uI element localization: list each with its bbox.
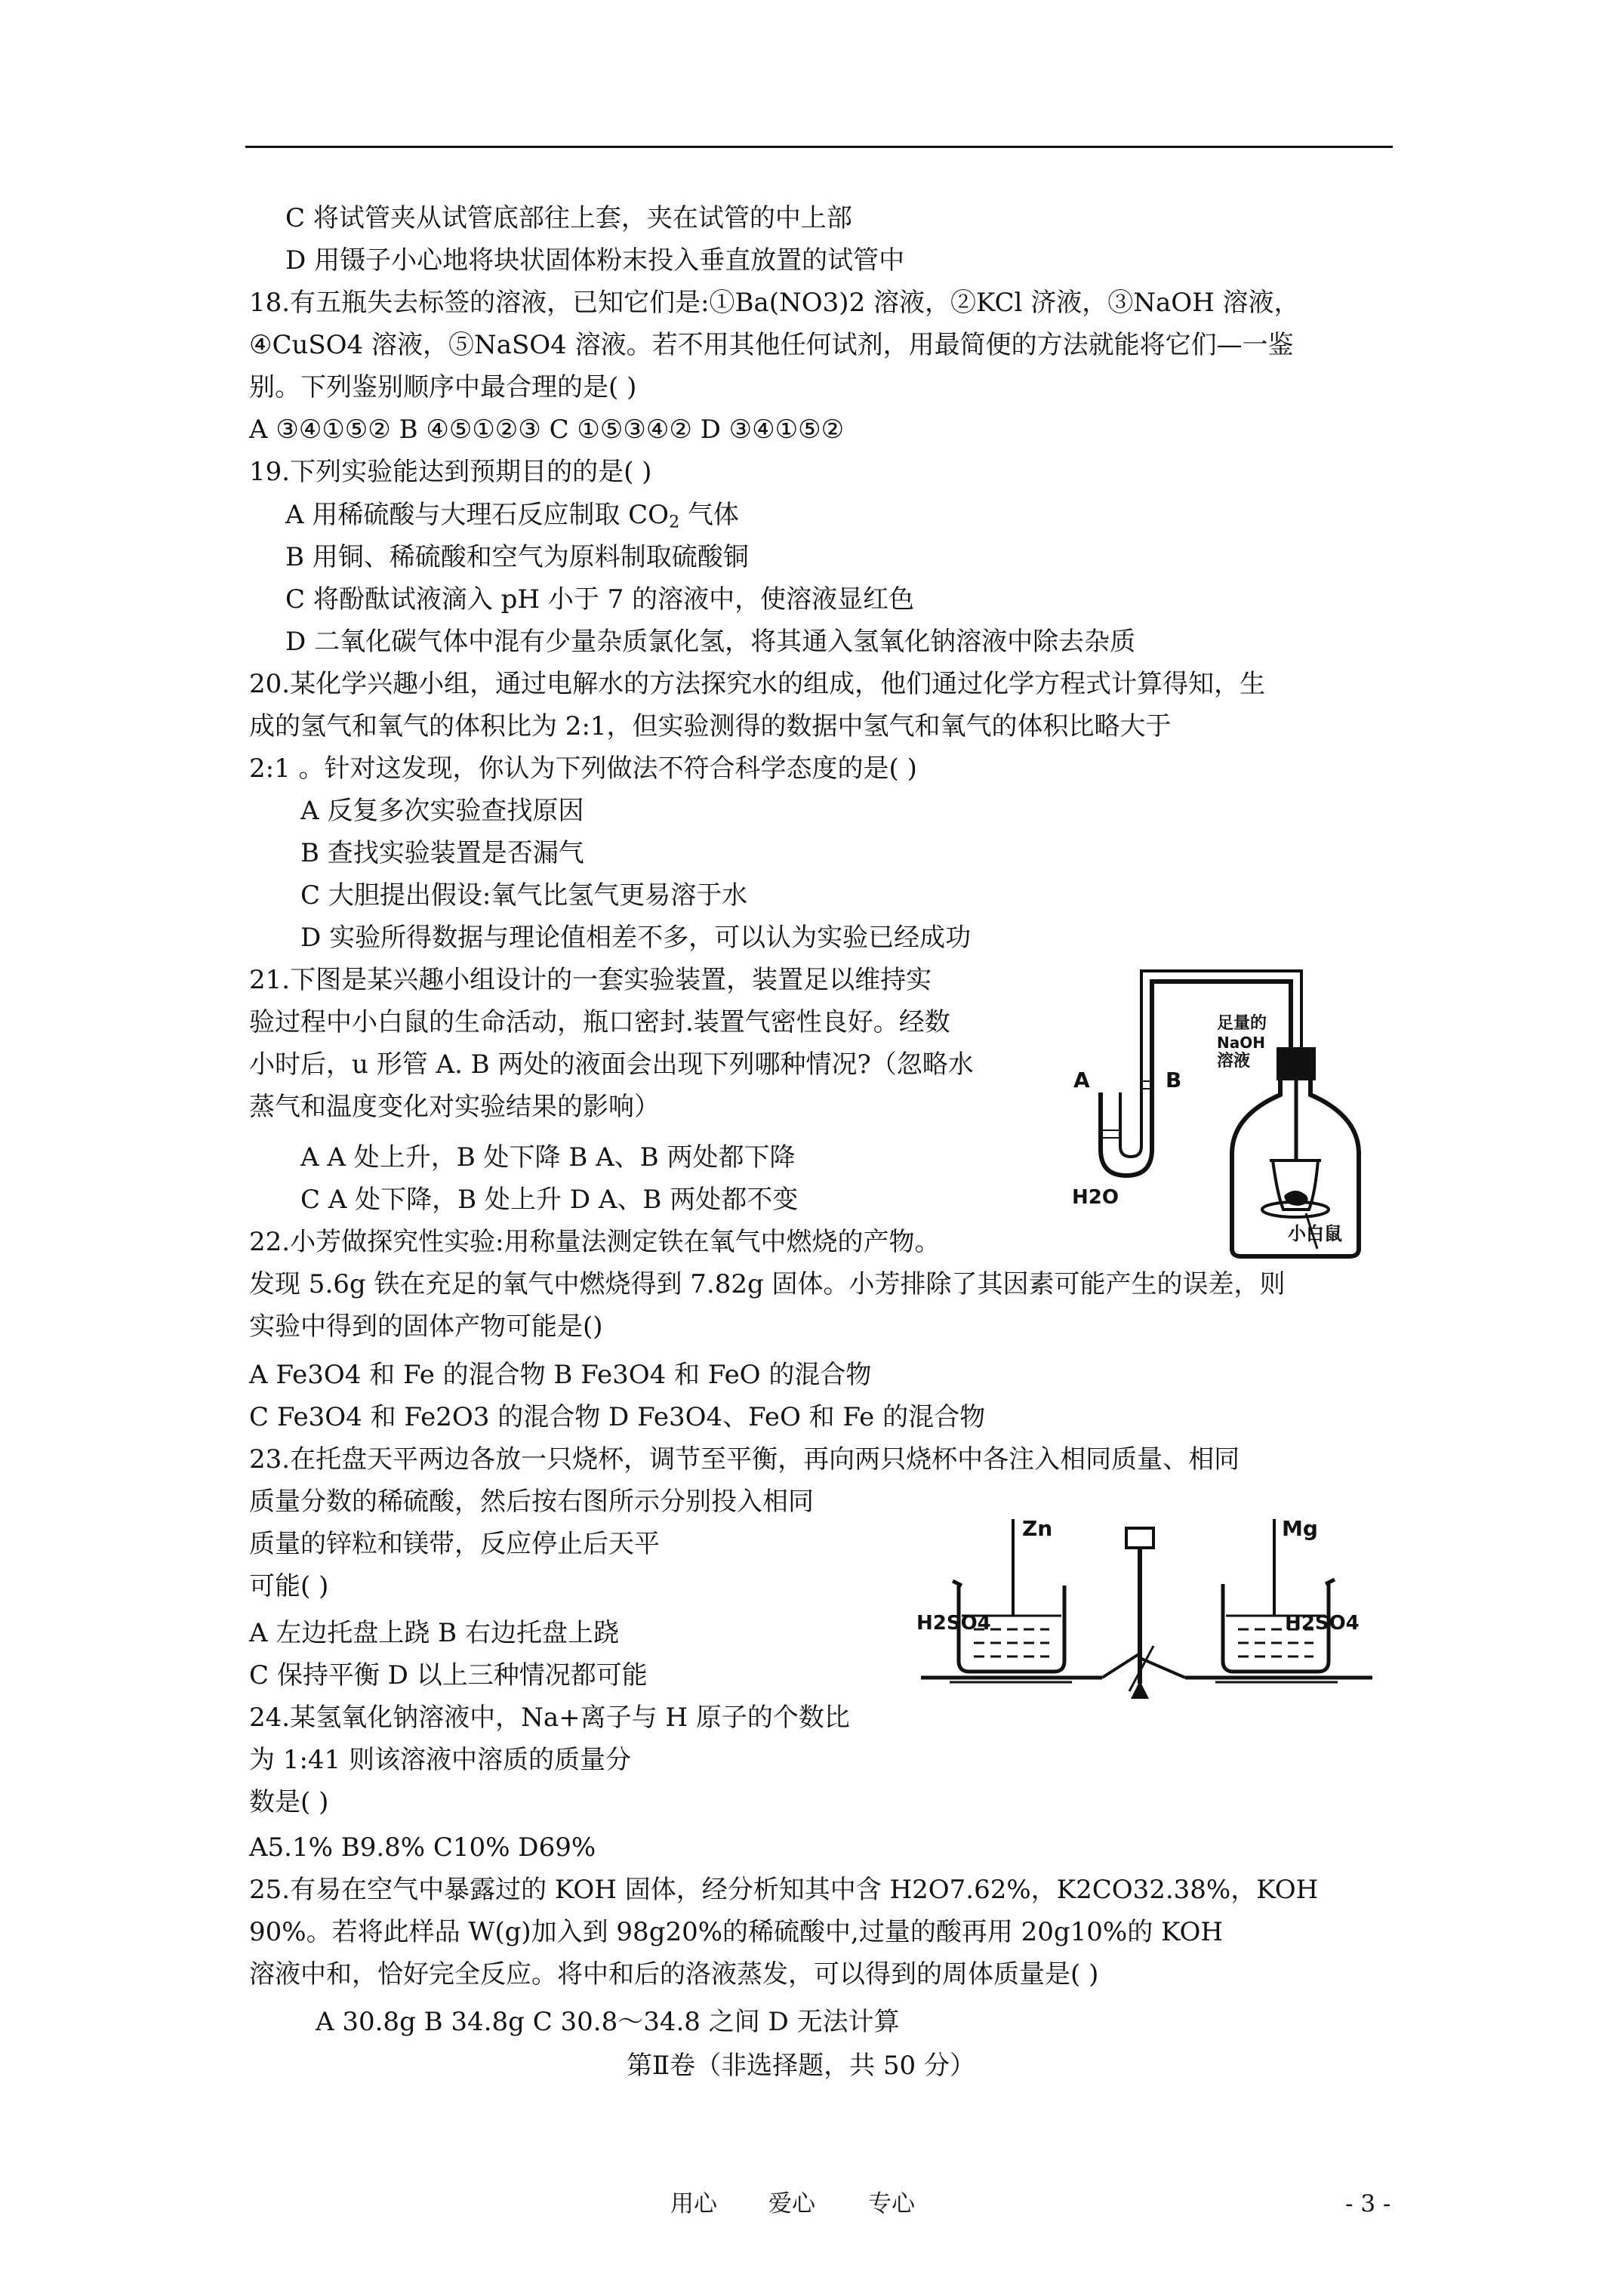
q24-stem-line-1: 24.某氢氧化钠溶液中，Na+离子与 H 原子的个数比	[249, 1703, 850, 1733]
q20-option-a: A 反复多次实验查找原因	[300, 796, 584, 826]
q23-stem-line-2: 质量分数的稀硫酸，然后按右图所示分别投入相同	[249, 1487, 814, 1517]
bottle-label-2: NaOH	[1217, 1034, 1265, 1052]
q22-stem-line-1: 22.小芳做探究性实验:用称量法测定铁在氧气中燃烧的产物。	[249, 1227, 941, 1257]
header-rule	[245, 146, 1393, 148]
q20-option-b: B 查找实验装置是否漏气	[300, 838, 584, 868]
section-title: 第Ⅱ卷（非选择题，共 50 分）	[627, 2051, 975, 2081]
q22-options-ab: A Fe3O4 和 Fe 的混合物 B Fe3O4 和 FeO 的混合物	[249, 1360, 872, 1390]
footer-middle: 爱心	[768, 2190, 815, 2217]
q23-options-cd: C 保持平衡 D 以上三种情况都可能	[249, 1660, 648, 1690]
q25-options: A 30.8g B 34.8g C 30.8～34.8 之间 D 无法计算	[316, 2007, 900, 2037]
q18-stem-line-3: 别。下列鉴别顺序中最合理的是( )	[249, 372, 637, 402]
q18-stem-line-1: 18.有五瓶失去标签的溶液，已知它们是:①Ba(NO3)2 溶液，②KCl 济液，③NaOH 溶液，	[249, 288, 1300, 318]
q23-stem-line-1: 23.在托盘天平两边各放一只烧杯，调节至平衡，再向两只烧杯中各注入相同质量、相同	[249, 1444, 1240, 1475]
right-acid-label: H2SO4	[1285, 1612, 1360, 1635]
page-number: - 3 -	[1345, 2190, 1391, 2217]
bottle-label-1: 足量的	[1217, 1014, 1267, 1033]
q25-stem-line-3: 溶液中和，恰好完全反应。将中和后的洛液蒸发，可以得到的周体质量是( )	[249, 1959, 1099, 1989]
q22-options-cd: C Fe3O4 和 Fe2O3 的混合物 D Fe3O4、FeO 和 Fe 的混合物	[249, 1402, 986, 1432]
q19-option-b: B 用铜、稀硫酸和空气为原料制取硫酸铜	[285, 542, 749, 572]
q24-options: A5.1% B9.8% C10% D69%	[249, 1832, 596, 1863]
q19-option-c: C 将酚酞试液滴入 pH 小于 7 的溶液中，使溶液显红色	[285, 584, 915, 615]
q20-option-c: C 大胆提出假设:氧气比氢气更易溶于水	[300, 880, 748, 911]
q25-stem-line-2: 90%。若将此样品 W(g)加入到 98g20%的稀硫酸中,过量的酸再用 20g10%的 KOH	[249, 1917, 1224, 1947]
q18-stem-line-2: ④CuSO4 溶液，⑤NaSO4 溶液。若不用其他任何试剂，用最简便的方法就能将它们—一鉴	[249, 330, 1294, 360]
q21-options-cd: C A 处下降，B 处上升 D A、B 两处都不变	[300, 1185, 799, 1215]
left-metal-label: Zn	[1022, 1516, 1053, 1541]
q20-stem-line-3: 2:1 。针对这发现，你认为下列做法不符合科学态度的是( )	[249, 754, 917, 784]
right-metal-label: Mg	[1282, 1516, 1318, 1541]
left-acid-label: H2SO4	[916, 1612, 991, 1635]
q21-options-ab: A A 处上升，B 处下降 B A、B 两处都下降	[300, 1142, 796, 1173]
q19-option-d: D 二氧化碳气体中混有少量杂质氯化氢，将其通入氢氧化钠溶液中除去杂质	[285, 627, 1136, 657]
figure-q21-apparatus	[1057, 968, 1389, 1259]
q21-stem-line-2: 验过程中小白鼠的生命活动，瓶口密封.装置气密性良好。经数	[249, 1007, 950, 1037]
label-a: A	[1073, 1068, 1090, 1093]
q20-option-d: D 实验所得数据与理论值相差不多，可以认为实验已经成功	[300, 923, 972, 953]
q21-stem-line-1: 21.下图是某兴趣小组设计的一套实验装置，装置足以维持实	[249, 965, 932, 995]
bottle-label-3: 溶液	[1217, 1052, 1251, 1071]
label-b: B	[1166, 1068, 1182, 1093]
q24-stem-line-3: 数是( )	[249, 1787, 329, 1817]
q19-option-a: A 用稀硫酸与大理石反应制取 $CO_2$ 气体	[285, 500, 739, 532]
footer-right: 专心	[868, 2190, 915, 2217]
q23-stem-line-4: 可能( )	[249, 1571, 329, 1601]
q23-stem-line-3: 质量的锌粒和镁带，反应停止后天平	[249, 1529, 660, 1559]
q24-stem-line-2: 为 1:41 则该溶液中溶质的质量分	[249, 1745, 631, 1775]
q25-stem-line-1: 25.有易在空气中暴露过的 KOH 固体，经分析知其中含 H2O7.62%，K2CO32.38%，KOH	[249, 1875, 1319, 1905]
q17-option-c: C 将试管夹从试管底部往上套，夹在试管的中上部	[285, 203, 852, 233]
q20-stem-line-2: 成的氢气和氧气的体积比为 2:1，但实验测得的数据中氢气和氧气的体积比略大于	[249, 711, 1172, 741]
q20-stem-line-1: 20.某化学兴趣小组，通过电解水的方法探究水的组成，他们通过化学方程式计算得知，生	[249, 669, 1266, 699]
label-water: H2O	[1072, 1186, 1119, 1209]
mouse-label: 小白鼠	[1288, 1223, 1342, 1244]
footer-left: 用心	[670, 2190, 717, 2217]
q22-stem-line-3: 实验中得到的固体产物可能是()	[249, 1311, 603, 1342]
q17-option-d: D 用镊子小心地将块状固体粉末投入垂直放置的试管中	[285, 245, 905, 276]
q21-stem-line-4: 蒸气和温度变化对实验结果的影响）	[249, 1092, 660, 1122]
q19-stem: 19.下列实验能达到预期目的的是( )	[249, 457, 652, 487]
q21-stem-line-3: 小时后，u 形管 A. B 两处的液面会出现下列哪种情况?（忽略水	[249, 1049, 974, 1080]
q22-stem-line-2: 发现 5.6g 铁在充足的氧气中燃烧得到 7.82g 固体。小芳排除了其因素可能产生的误差，则	[249, 1269, 1286, 1299]
figure-q23-balance	[913, 1502, 1381, 1714]
q18-options: A ③④①⑤② B ④⑤①②③ C ①⑤③④② D ③④①⑤②	[249, 415, 845, 445]
q23-options-ab: A 左边托盘上跷 B 右边托盘上跷	[249, 1618, 619, 1648]
